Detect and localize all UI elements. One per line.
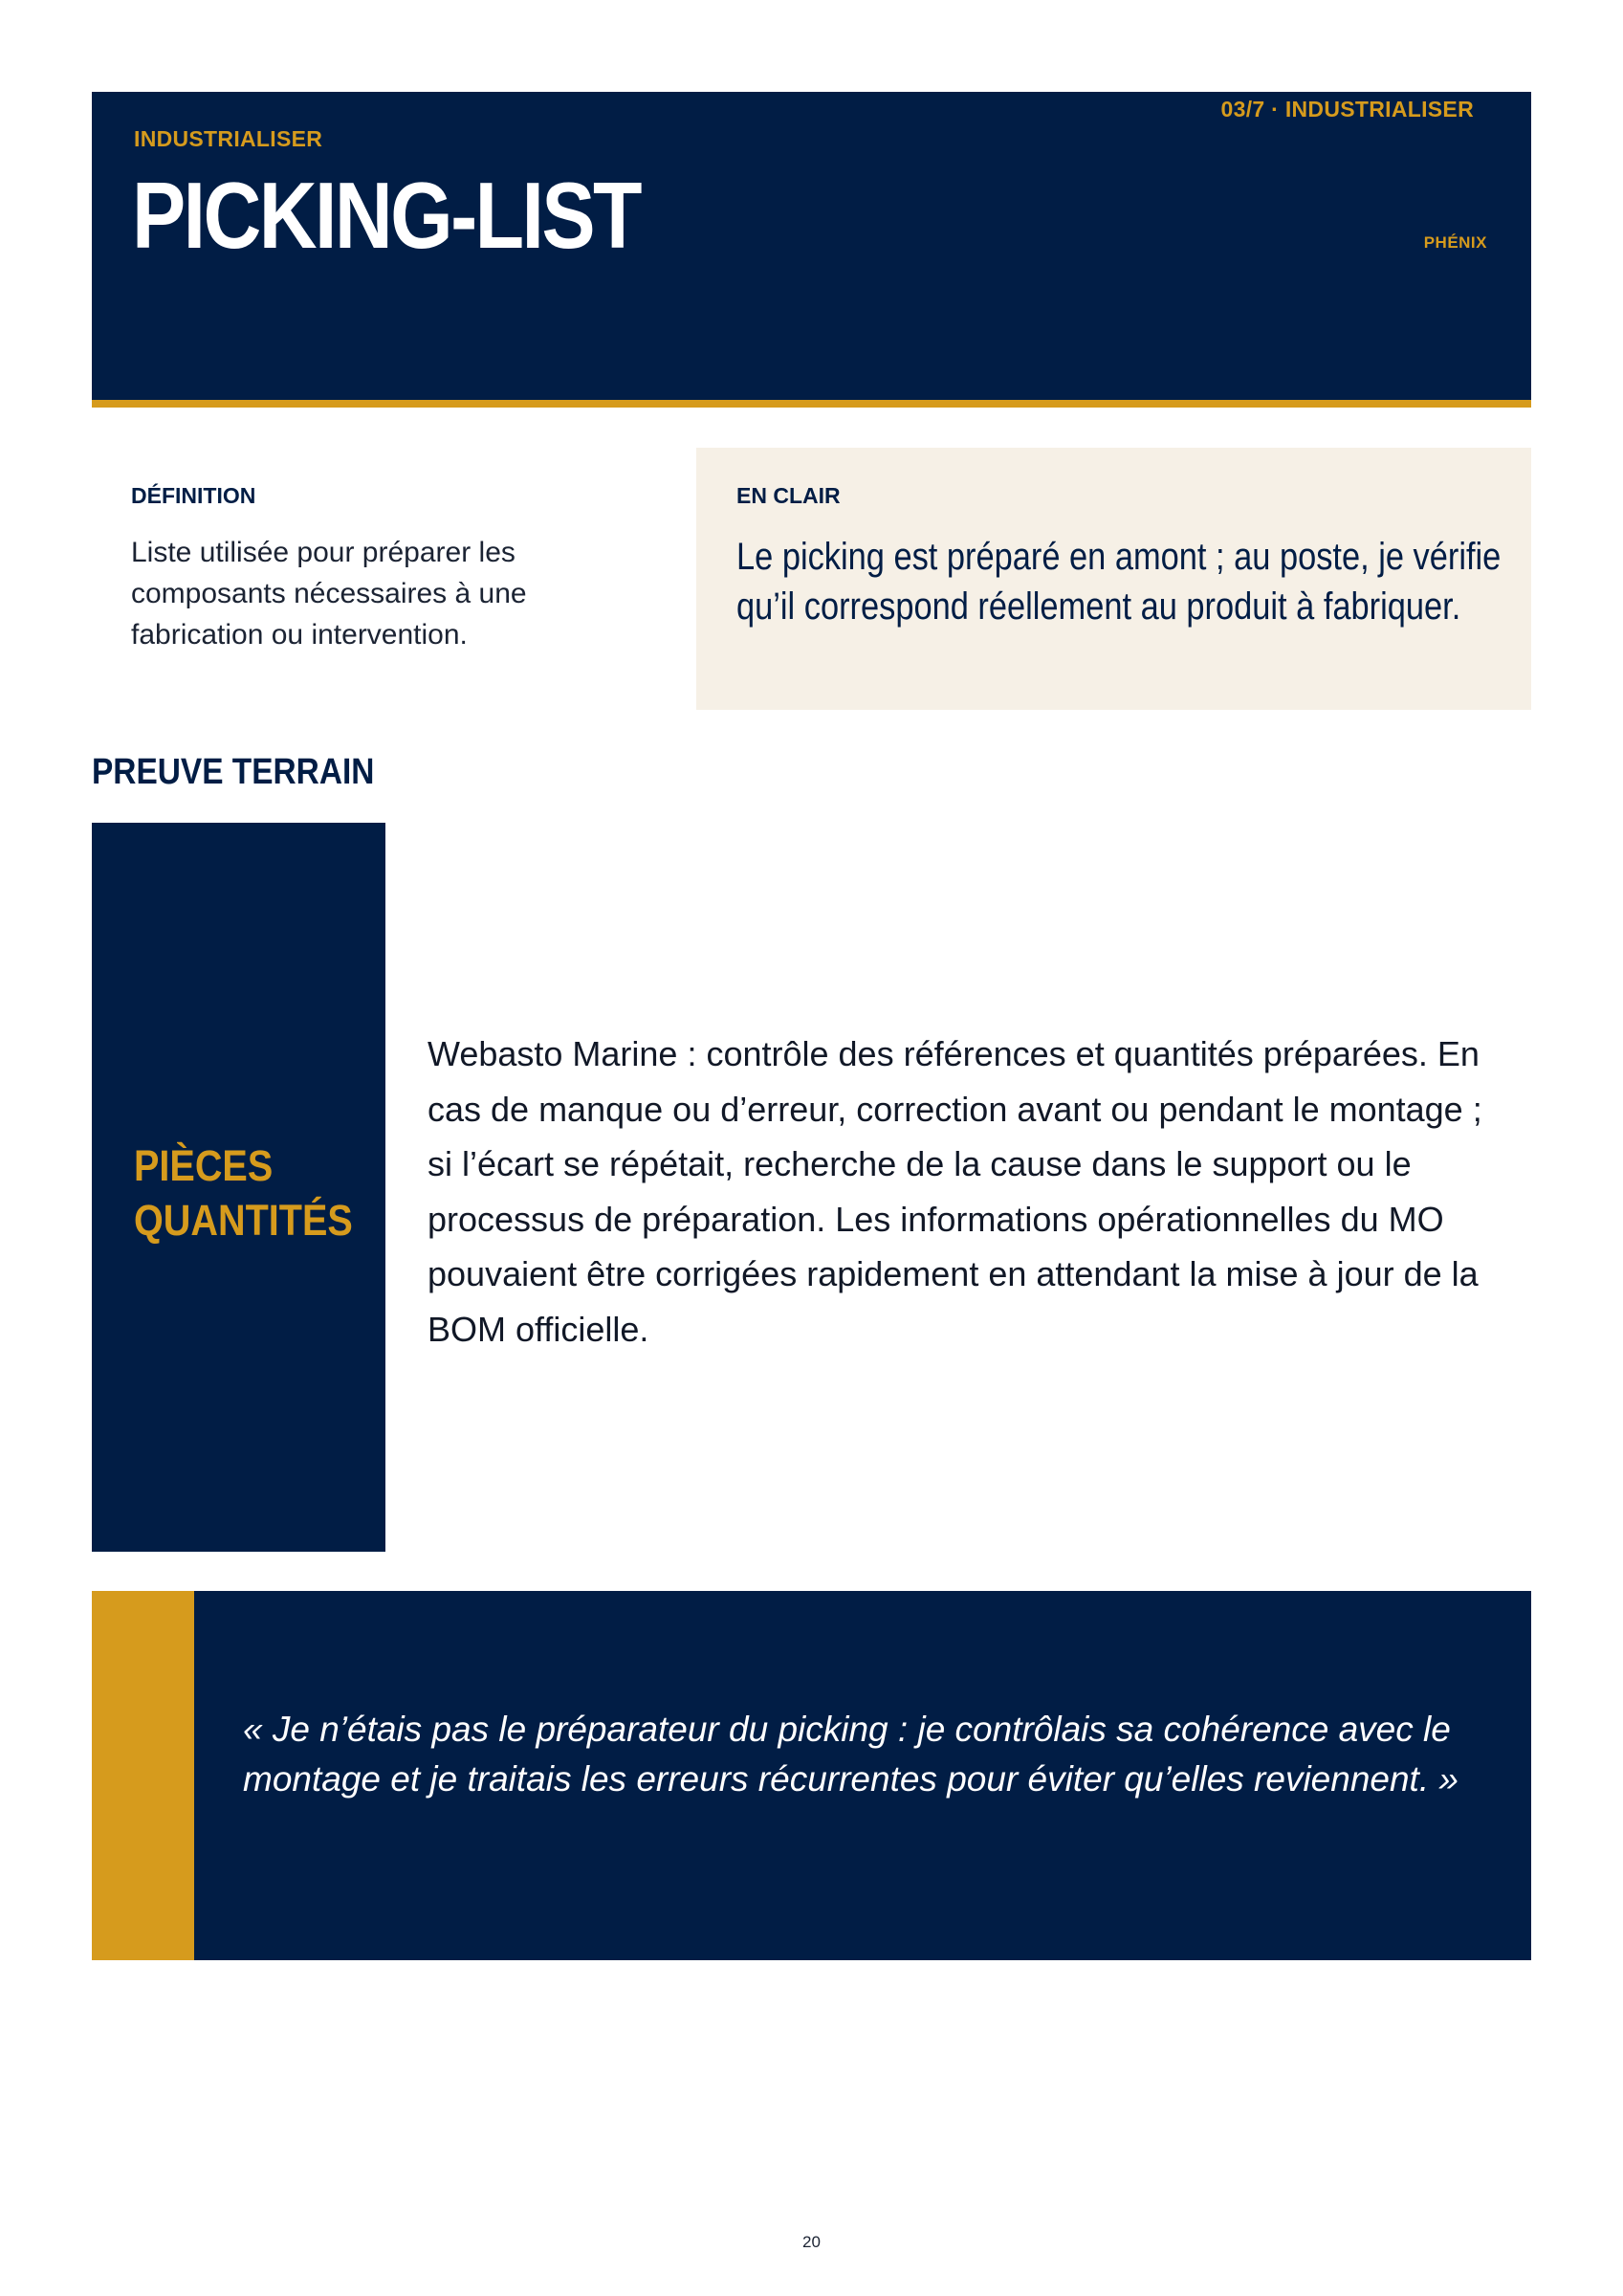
en-clair-panel	[696, 448, 1531, 710]
proof-tags	[134, 1138, 353, 1247]
en-clair-label: EN CLAIR	[736, 483, 841, 508]
proof-section-title: PREUVE TERRAIN	[92, 752, 375, 792]
proof-tag-pieces: PIÈCES	[134, 1141, 274, 1190]
proof-tag-panel	[92, 823, 385, 1552]
en-clair-text: Le picking est préparé en amont ; au poste, je vérifie qu’il correspond réellement au produit à fabriquer.	[736, 536, 1502, 628]
proof-text: Webasto Marine : contrôle des références et quantités préparées. En cas de manque ou d’erreur, correction avant ou pendant le montage ; si l’écart se répétait, recherche de la cause dans le support ou le processus de préparation. Les informations opérationnelles du MO pouvaient être corrigées rapidement en attendant la mise à jour de la BOM officielle.	[428, 1034, 1482, 1349]
definition-label: DÉFINITION	[131, 483, 256, 508]
page-number: 20	[802, 2233, 821, 2251]
brand-label: PHÉNIX	[1423, 233, 1487, 252]
header-divider	[92, 400, 1531, 408]
proof-tag-quantites: QUANTITÉS	[134, 1196, 353, 1245]
quote-accent-bar	[92, 1591, 194, 1960]
quote-panel	[92, 1591, 1531, 1960]
header-banner	[92, 92, 1531, 400]
section-label: INDUSTRIALISER	[134, 126, 323, 151]
page-indicator: 03/7 · INDUSTRIALISER	[1220, 97, 1474, 121]
quote-text: « Je n’étais pas le préparateur du picking : je contrôlais sa cohérence avec le montage et je traitais les erreurs récurrentes pour éviter qu’elles reviennent. »	[243, 1710, 1459, 1799]
page-title: PICKING-LIST	[132, 163, 640, 268]
definition-text: Liste utilisée pour préparer les composants nécessaires à une fabrication ou intervention.	[131, 537, 527, 651]
